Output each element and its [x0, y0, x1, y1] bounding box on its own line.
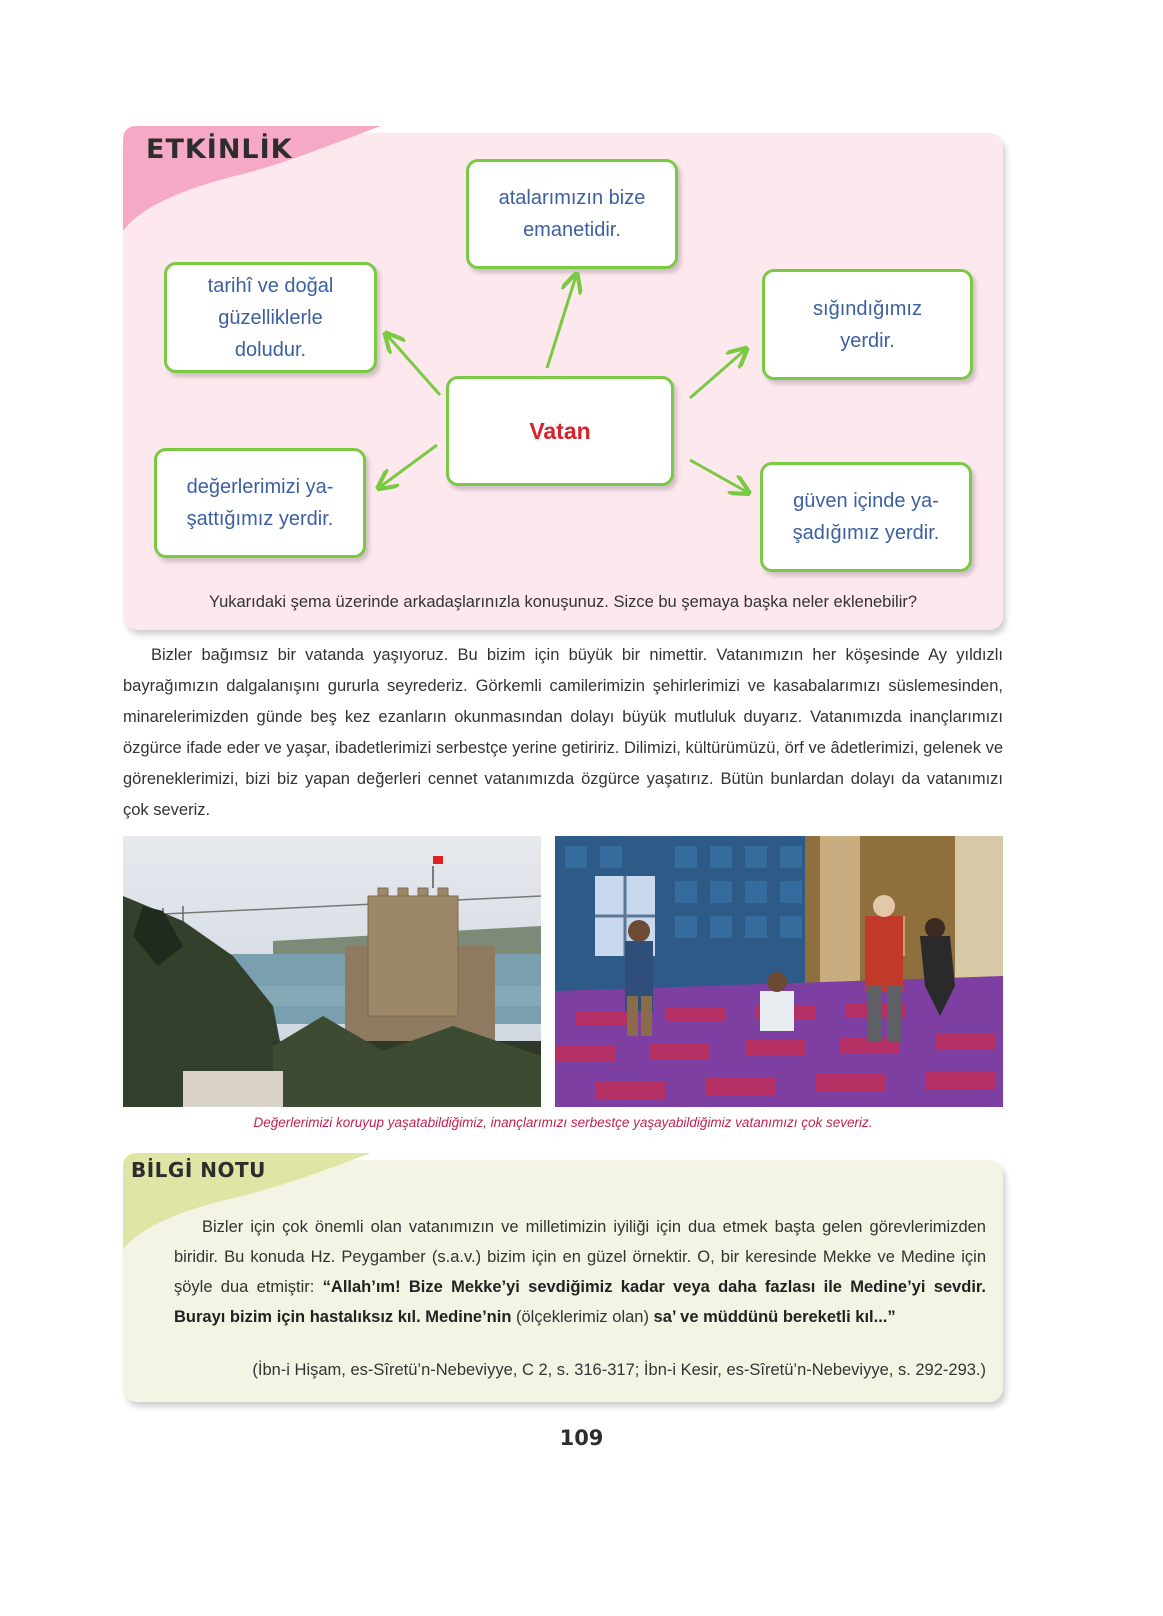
photos-caption: Değerlerimizi koruyup yaşatabildiğimiz, inançlarımızı serbestçe yaşayabildiğimiz vatanımızı çok severiz.: [253, 1115, 873, 1130]
bilgi-notu-title: BİLGİ NOTU: [131, 1158, 266, 1182]
bilgi-quote-part1: “Allah’ım! Bize Mekke’yi sevdiğimiz kadar veya daha fazlası ile Medine’yi sevdir. Burayı bizim için hastalıksız kıl. Medine’nin: [174, 1278, 986, 1326]
bilgi-notu-text: [174, 1212, 986, 1332]
body-paragraph: Bizler bağımsız bir vatanda yaşıyoruz. Bu bizim için büyük bir nimettir. Vatanımızın her köşesinde Ay yıldızlı bayrağımızın dalgalanışını gururla seyrederiz. Görkemli camilerimizin şehirlerimizi ve kasabalarımızı süslemesinden, minarelerimizden günde beş kez ezanların okunmasından dolayı büyük mutluluk duyarız. Vatanımızda inançlarımızı özgürce ifade eder ve yaşar, ibadetlerimizi serbestçe yerine getiririz. Dilimizi, kültürümüzü, örf ve âdetlerimizi, gelenek ve göreneklerimizi, bizi biz yapan değerleri cennet vatanımızda özgürce yaşatırız. Bütün bunlardan dolayı da vatanımızı çok severiz.: [123, 646, 1003, 819]
node-bottom-left: [154, 448, 366, 558]
page-number: 109: [559, 1426, 604, 1450]
etkinlik-title: ETKİNLİK: [146, 134, 293, 165]
node-top-left: [164, 262, 377, 373]
node-bottom-right: [760, 462, 972, 572]
node-top-right-text: sığındığımız yerdir.: [813, 297, 922, 352]
bilgi-notu-source: (İbn-i Hişam, es-Sîretü’n-Nebeviyye, C 2, s. 316-317; İbn-i Kesir, es-Sîretü’n-Nebeviyye, s. 292-293.): [252, 1361, 986, 1379]
castle-photo: [123, 836, 541, 1107]
node-bottom-left-text: değerlerimizi ya- şattığımız yerdir.: [186, 476, 334, 530]
etkinlik-question: Yukarıdaki şema üzerinde arkadaşlarınızla konuşunuz. Sizce bu şemaya başka neler eklenebilir?: [208, 593, 918, 611]
node-center: [446, 376, 674, 486]
node-bottom-right-text: güven içinde ya- şadığımız yerdir.: [792, 490, 940, 544]
bilgi-intro: Bizler için çok önemli olan vatanımızın ve milletimizin iyiliği için dua etmek başta gelen görevlerimizden biridir. Bu konuda Hz. Peygamber (s.a.v.) bizim için en güzel örnektir. O, bir keresinde Mekke ve Medine için şöyle dua etmiştir:: [174, 1218, 986, 1296]
node-top-right: [762, 269, 973, 380]
node-center-text: Vatan: [529, 418, 591, 444]
bilgi-quote-aside: (ölçeklerimiz olan): [511, 1308, 654, 1326]
node-top: [466, 159, 678, 269]
node-top-left-text: tarihî ve doğal güzelliklerle doludur.: [207, 274, 334, 361]
node-top-text: atalarımızın bize emanetidir.: [498, 187, 646, 241]
mosque-photo: [555, 836, 1003, 1107]
bilgi-quote-part2: sa’ ve müddünü bereketli kıl...”: [653, 1308, 896, 1326]
